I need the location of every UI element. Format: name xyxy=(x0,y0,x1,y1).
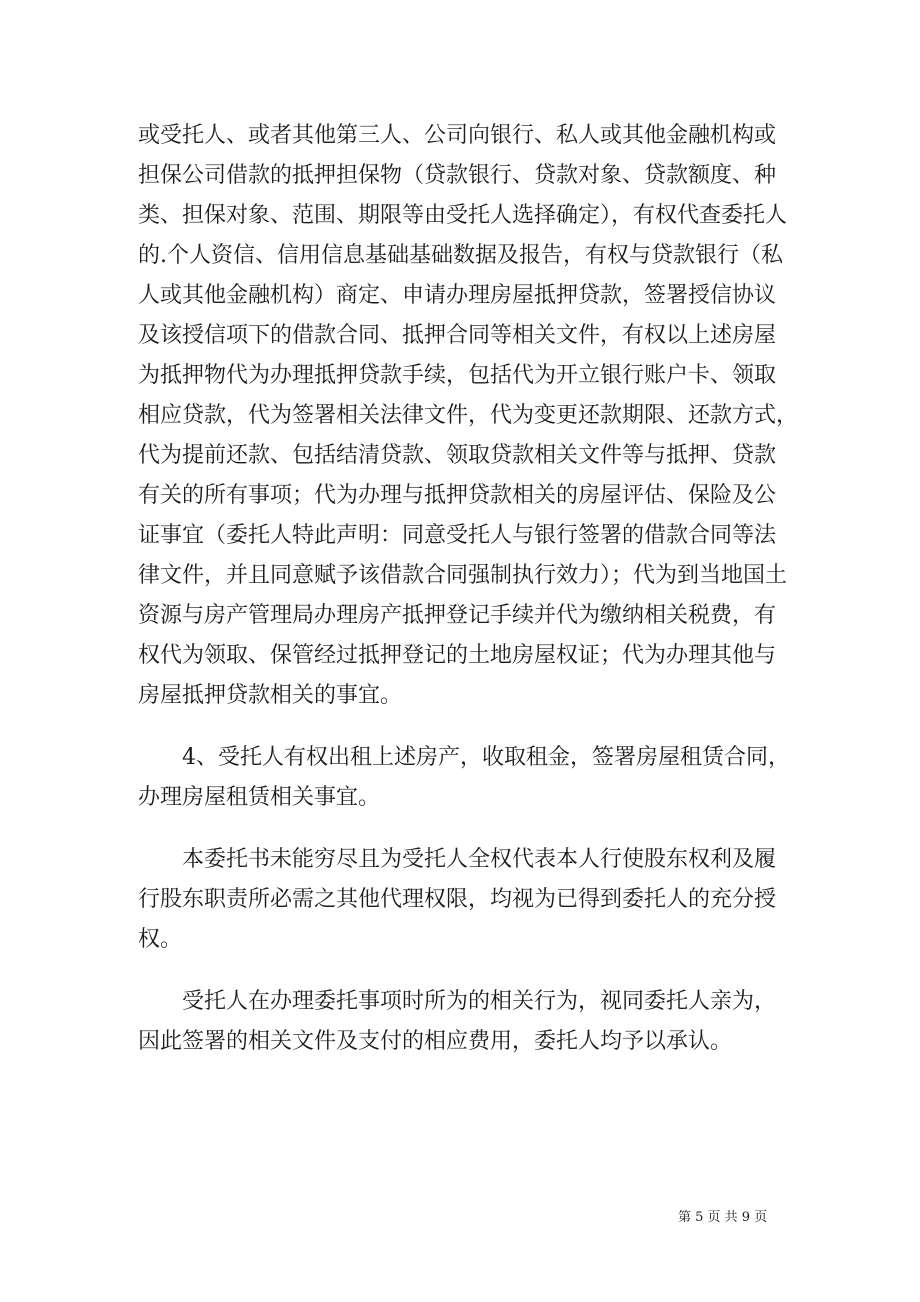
text-line: 权。 xyxy=(138,927,183,952)
text-line: 及该授信项下的借款合同、抵押合同等相关文件，有权以上述房屋 xyxy=(138,323,777,348)
text-line: 行股东职责所必需之其他代理权限，均视为已得到委托人的充分授 xyxy=(138,887,777,912)
text-line: 因此签署的相关文件及支付的相应费用，委托人均予以承认。 xyxy=(138,1029,733,1054)
document-body xyxy=(138,116,799,1062)
paragraph-spacer xyxy=(138,818,788,840)
text-line: 资源与房产管理局办理房产抵押登记手续并代为缴纳相关税费，有 xyxy=(138,603,777,628)
paragraph-acknowledgement xyxy=(138,982,788,1062)
text-line: 证事宜（委托人特此声明：同意受托人与银行签署的借款合同等法 xyxy=(138,523,777,548)
text-line: 律文件，并且同意赋予该借款合同强制执行效力）；代为到当地国土 xyxy=(138,563,788,588)
text-line: 人或其他金融机构）商定、申请办理房屋抵押贷款，签署授信协议 xyxy=(138,283,777,308)
text-line: 4、受托人有权出租上述房产，收取租金，签署房屋租赁合同， xyxy=(182,745,790,770)
text-line: 办理房屋租赁相关事宜。 xyxy=(138,785,381,810)
page-number-footer: 第 5 页 共 9 页 xyxy=(678,1210,768,1225)
text-line: 为抵押物代为办理抵押贷款手续，包括代为开立银行账户卡、领取 xyxy=(138,363,777,388)
text-line: 房屋抵押贷款相关的事宜。 xyxy=(138,683,403,708)
text-line: 或受托人、或者其他第三人、公司向银行、私人或其他金融机构或 xyxy=(138,123,777,148)
text-line: 类、担保对象、范围、期限等由受托人选择确定），有权代查委托人 xyxy=(138,203,788,228)
paragraph-full-authorization xyxy=(138,840,788,960)
paragraph-mortgage-powers xyxy=(138,116,799,716)
text-line: 代为提前还款、包括结清贷款、领取贷款相关文件等与抵押、贷款 xyxy=(138,443,777,468)
text-line: 的.个人资信、信用信息基础基础数据及报告，有权与贷款银行（私 xyxy=(138,243,783,268)
text-line: 权代为领取、保管经过抵押登记的土地房屋权证；代为办理其他与 xyxy=(138,643,777,668)
paragraph-spacer xyxy=(138,960,788,982)
text-line: 有关的所有事项；代为办理与抵押贷款相关的房屋评估、保险及公 xyxy=(138,483,777,508)
paragraph-spacer xyxy=(138,716,788,738)
text-line: 受托人在办理委托事项时所为的相关行为，视同委托人亲为， xyxy=(182,989,777,1014)
text-line: 本委托书未能穷尽且为受托人全权代表本人行使股东权利及履 xyxy=(182,847,777,872)
text-line: 相应贷款，代为签署相关法律文件，代为变更还款期限、还款方式， xyxy=(138,403,799,428)
text-line: 担保公司借款的抵押担保物（贷款银行、贷款对象、贷款额度、种 xyxy=(138,163,777,188)
paragraph-lease-rights xyxy=(138,738,788,818)
